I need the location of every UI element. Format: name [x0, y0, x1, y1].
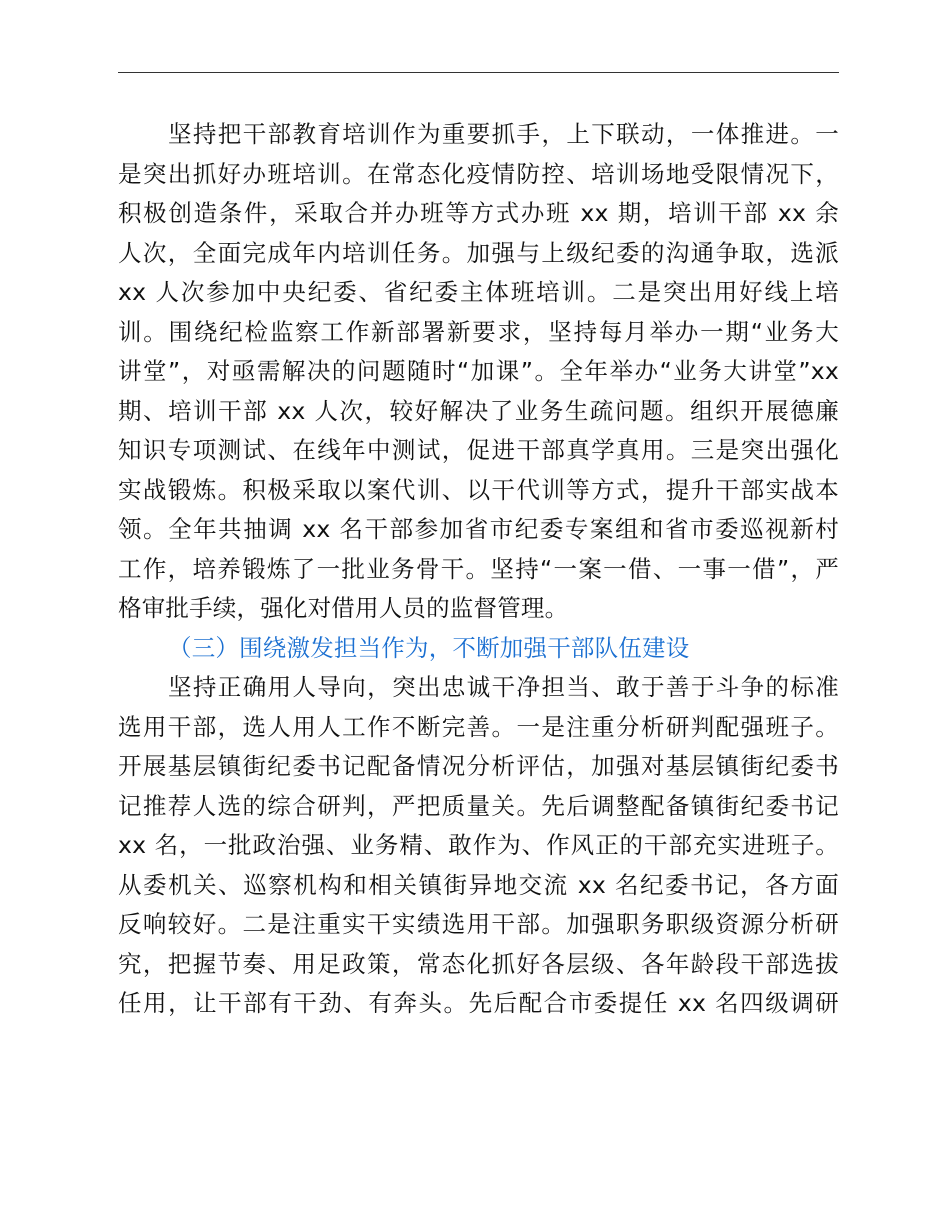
text-line: 实战锻炼。积极采取以案代训、以干代训等方式，提升干部实战本	[118, 475, 839, 504]
paragraph-section-three	[118, 668, 839, 1024]
text-line: 开展基层镇街纪委书记配备情况分析评估，加强对基层镇街纪委书	[118, 752, 839, 780]
text-line: 知识专项测试、在线年中测试，促进干部真学真用。三是突出强化	[118, 436, 839, 464]
text-line: 反响较好。二是注重实干实绩选用干部。加强职务职级资源分析研	[118, 910, 839, 938]
text-line: 期、培训干部 xx 人次，较好解决了业务生疏问题。组织开展德廉	[118, 396, 839, 425]
text-line: 记推荐人选的综合研判，严把质量关。先后调整配备镇街纪委书记	[118, 791, 839, 820]
text-line: 训。围绕纪检监察工作新部署新要求，坚持每月举办一期“业务大	[118, 317, 839, 346]
text-line: 讲堂”，对亟需解决的问题随时“加课”。全年举办“业务大讲堂”xx	[118, 357, 839, 385]
text-line: xx 人次参加中央纪委、省纪委主体班培训。二是突出用好线上培	[118, 278, 839, 306]
text-line: 是突出抓好办班培训。在常态化疫情防控、培训场地受限情况下，	[118, 159, 839, 188]
header-rule	[118, 72, 839, 73]
text-line: 领。全年共抽调 xx 名干部参加省市纪委专案组和省市委巡视新村	[118, 515, 839, 543]
text-line: 坚持把干部教育培训作为重要抓手，上下联动，一体推进。一	[168, 120, 839, 148]
text-line: 选用干部，选人用人工作不断完善。一是注重分析研判配强班子。	[118, 712, 839, 741]
text-line: 坚持正确用人导向，突出忠诚干净担当、敢于善于斗争的标准	[168, 673, 839, 701]
paragraph-section-two	[118, 115, 839, 629]
text-line: 格审批手续，强化对借用人员的监督管理。	[118, 594, 569, 622]
text-line: 任用，让干部有干劲、有奔头。先后配合市委提任 xx 名四级调研	[118, 989, 839, 1017]
text-line: 积极创造条件，采取合并办班等方式办班 xx 期，培训干部 xx 余	[118, 199, 839, 227]
text-line: 究，把握节奏、用足政策，常态化抓好各层级、各年龄段干部选拔	[118, 949, 839, 978]
text-line: 从委机关、巡察机构和相关镇街异地交流 xx 名纪委书记，各方面	[118, 870, 839, 899]
section-heading: （三）围绕激发担当作为，不断加强干部队伍建设	[168, 633, 690, 662]
text-line: xx 名，一批政治强、业务精、敢作为、作风正的干部充实进班子。	[118, 831, 839, 859]
text-line: 工作，培养锻炼了一批业务骨干。坚持“一案一借、一事一借”，严	[118, 554, 839, 583]
document-body	[118, 115, 839, 1024]
text-line: 人次，全面完成年内培训任务。加强与上级纪委的沟通争取，选派	[118, 238, 839, 267]
